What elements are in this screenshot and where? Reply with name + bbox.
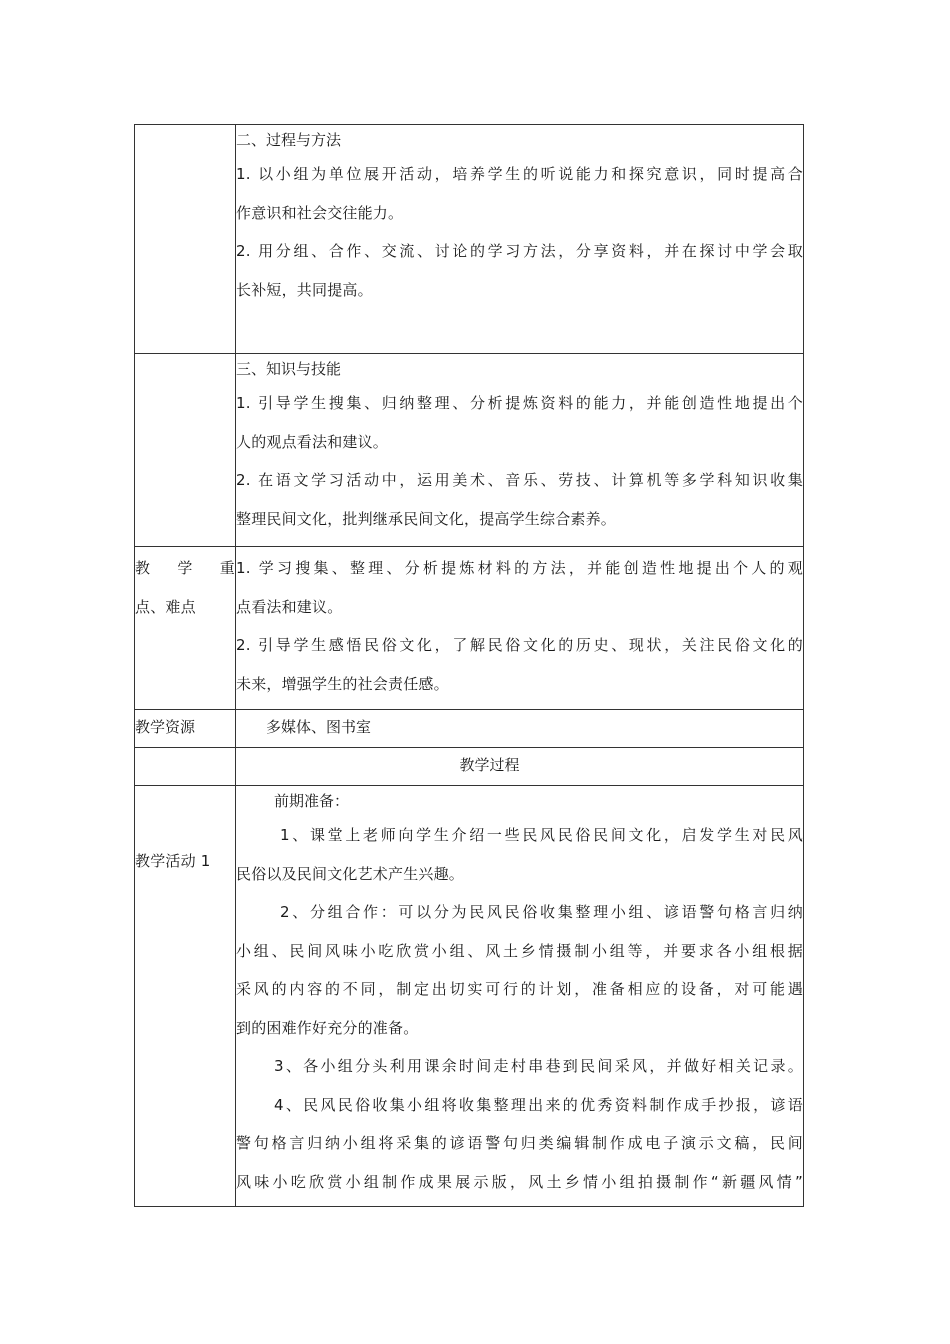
row-process-methods-label-cell <box>135 125 236 354</box>
row-activity-1 <box>135 786 804 1207</box>
key-points-content-cell <box>236 547 804 710</box>
resources-label-cell <box>135 710 236 748</box>
section-3-paragraph-1-line-1: 1. 引导学生搜集、归纳整理、分析提炼资料的能力，并能创造性地提出个 <box>236 394 803 412</box>
resources-value-cell <box>236 710 804 748</box>
process-title: 教学过程 <box>459 756 520 774</box>
key-points-paragraph-1-line-1: 1. 学习搜集、整理、分析提炼材料的方法，并能创造性地提出个人的观 <box>236 559 803 577</box>
row-knowledge-skills <box>135 354 804 547</box>
key-points-label-line-1: 教学重 <box>135 559 235 577</box>
section-3-paragraph-2-line-2: 整理民间文化，批判继承民间文化，提高学生综合素养。 <box>236 509 617 528</box>
row-knowledge-skills-label-cell <box>135 354 236 547</box>
key-points-label-cell <box>135 547 236 710</box>
activity-1-item-2-line-1: 2、分组合作：可以分为民风民俗收集整理小组、谚语警句格言归纳 <box>280 903 803 921</box>
section-3-paragraph-1-line-2: 人的观点看法和建议。 <box>236 432 389 451</box>
activity-1-item-4-line-3: 风味小吃欣赏小组制作成果展示版，风土乡情小组拍摄制作“新疆风情” <box>236 1172 803 1191</box>
activity-1-content-cell <box>236 786 804 1207</box>
row-process-title <box>135 748 804 786</box>
activity-1-prep-heading: 前期准备： <box>274 792 350 810</box>
section-3-heading: 三、知识与技能 <box>236 360 342 378</box>
row-knowledge-skills-content-cell <box>236 354 804 547</box>
resources-value: 多媒体、图书室 <box>266 718 372 736</box>
activity-1-item-1-line-2: 民俗以及民间文化艺术产生兴趣。 <box>236 864 465 883</box>
row-key-points <box>135 547 804 710</box>
section-2-paragraph-1-line-1: 1. 以小组为单位展开活动，培养学生的听说能力和探究意识，同时提高合 <box>236 165 803 183</box>
activity-1-label: 教学活动 1 <box>135 852 211 870</box>
section-3-paragraph-2-line-1: 2. 在语文学习活动中，运用美术、音乐、劳技、计算机等多学科知识收集 <box>236 471 803 489</box>
activity-1-item-4-line-1: 4、民风民俗收集小组将收集整理出来的优秀资料制作成手抄报，谚语 <box>274 1095 803 1114</box>
section-2-heading: 二、过程与方法 <box>236 131 342 149</box>
activity-1-label-cell <box>135 786 236 1207</box>
key-points-paragraph-2-line-2: 未来，增强学生的社会责任感。 <box>236 674 449 693</box>
activity-1-item-4-line-2: 警句格言归纳小组将采集的谚语警句归类编辑制作成电子演示文稿，民间 <box>236 1134 803 1152</box>
activity-1-item-2-line-4: 到的困难作好充分的准备。 <box>236 1018 419 1037</box>
activity-1-item-1-line-1: 1、课堂上老师向学生介绍一些民风民俗民间文化，启发学生对民风 <box>280 826 803 844</box>
activity-1-item-2-line-2: 小组、民间风味小吃欣赏小组、风土乡情摄制小组等，并要求各小组根据 <box>236 941 803 960</box>
activity-1-item-3-line-1: 3、各小组分头利用课余时间走村串巷到民间采风，并做好相关记录。 <box>274 1057 803 1075</box>
activity-1-item-2-line-3: 采风的内容的不同，制定出切实可行的计划，准备相应的设备，对可能遇 <box>236 980 803 998</box>
row-process-methods <box>135 125 804 354</box>
row-process-methods-content-cell <box>236 125 804 354</box>
key-points-label-line-2: 点、难点 <box>135 597 196 616</box>
key-points-paragraph-1-line-2: 点看法和建议。 <box>236 597 343 616</box>
section-2-paragraph-2-line-1: 2. 用分组、合作、交流、讨论的学习方法，分享资料，并在探讨中学会取 <box>236 242 803 260</box>
resources-label: 教学资源 <box>135 718 196 736</box>
section-2-paragraph-1-line-2: 作意识和社会交往能力。 <box>236 203 404 222</box>
process-title-label-cell <box>135 748 236 786</box>
lesson-plan-table <box>134 124 804 1207</box>
row-resources <box>135 710 804 748</box>
key-points-paragraph-2-line-1: 2. 引导学生感悟民俗文化，了解民俗文化的历史、现状，关注民俗文化的 <box>236 636 803 654</box>
process-title-cell <box>236 748 804 786</box>
section-2-paragraph-2-line-2: 长补短，共同提高。 <box>236 280 373 299</box>
